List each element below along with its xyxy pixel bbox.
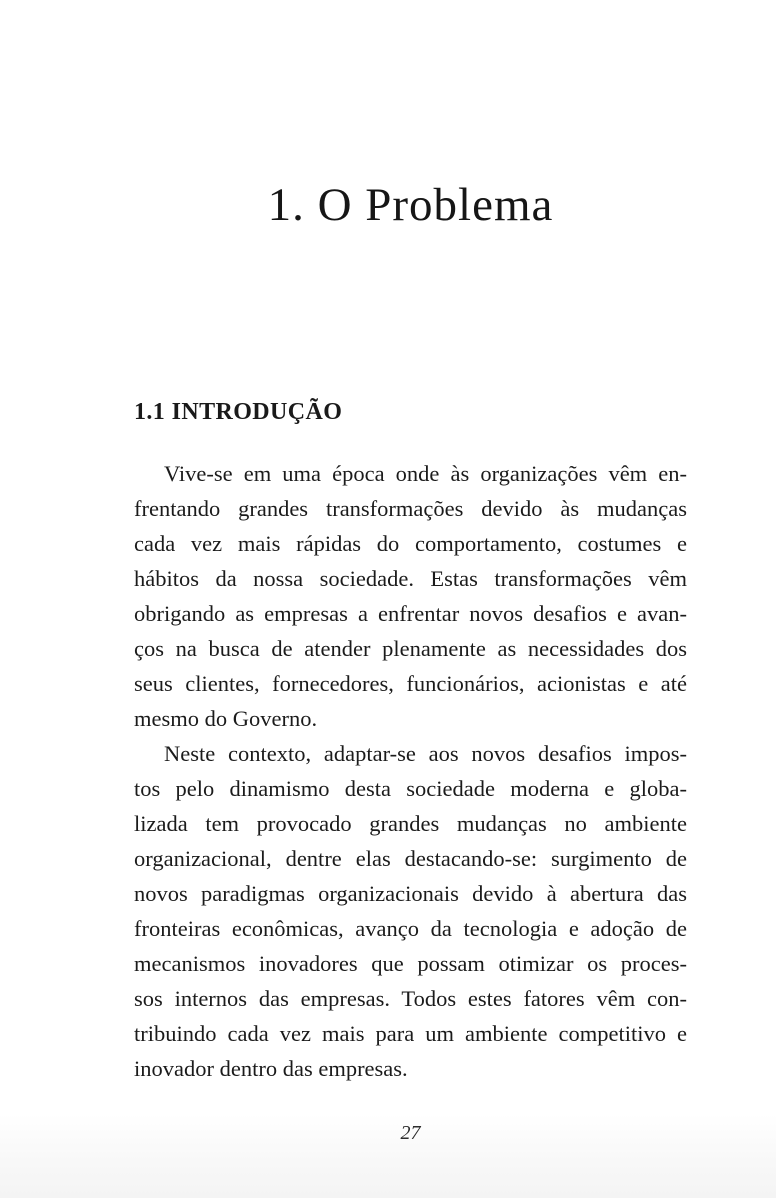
text-line: tribuindo cada vez mais para um ambiente competitivo e [134,1021,687,1046]
text-line: lizada tem provocado grandes mudanças no ambiente [134,811,687,836]
text-line: organizacional, dentre elas destacando-se: surgimento de [134,846,687,871]
text-line: seus clientes, fornecedores, funcionários, acionistas e até [134,671,687,696]
text-line: inovador dentro das empresas. [134,1056,408,1081]
paragraph-2 [134,736,687,1086]
text-line: tos pelo dinamismo desta sociedade moderna e globa- [134,776,687,801]
text-line: Vive-se em uma época onde às organizações vêm en- [164,461,687,486]
text-line: hábitos da nossa sociedade. Estas transformações vêm [134,566,687,591]
text-line: mesmo do Governo. [134,706,318,731]
text-line: obrigando as empresas a enfrentar novos desafios e avan- [134,601,687,626]
text-line: ços na busca de atender plenamente as necessidades dos [134,636,687,661]
text-line: frentando grandes transformações devido às mudanças [134,496,687,521]
text-line: sos internos das empresas. Todos estes fatores vêm con- [134,986,687,1011]
text-line: cada vez mais rápidas do comportamento, costumes e [134,531,687,556]
text-line: mecanismos inovadores que possam otimizar os proces- [134,951,687,976]
text-line: Neste contexto, adaptar-se aos novos desafios impos- [164,741,687,766]
body-text [134,456,687,1086]
text-line: fronteiras econômicas, avanço da tecnologia e adoção de [134,916,687,941]
text-line: novos paradigmas organizacionais devido à abertura das [134,881,687,906]
page-number: 27 [400,1122,421,1144]
paragraph-1 [134,456,687,736]
chapter-title: 1. O Problema [267,179,554,231]
section-heading: 1.1 INTRODUÇÃO [134,399,343,425]
